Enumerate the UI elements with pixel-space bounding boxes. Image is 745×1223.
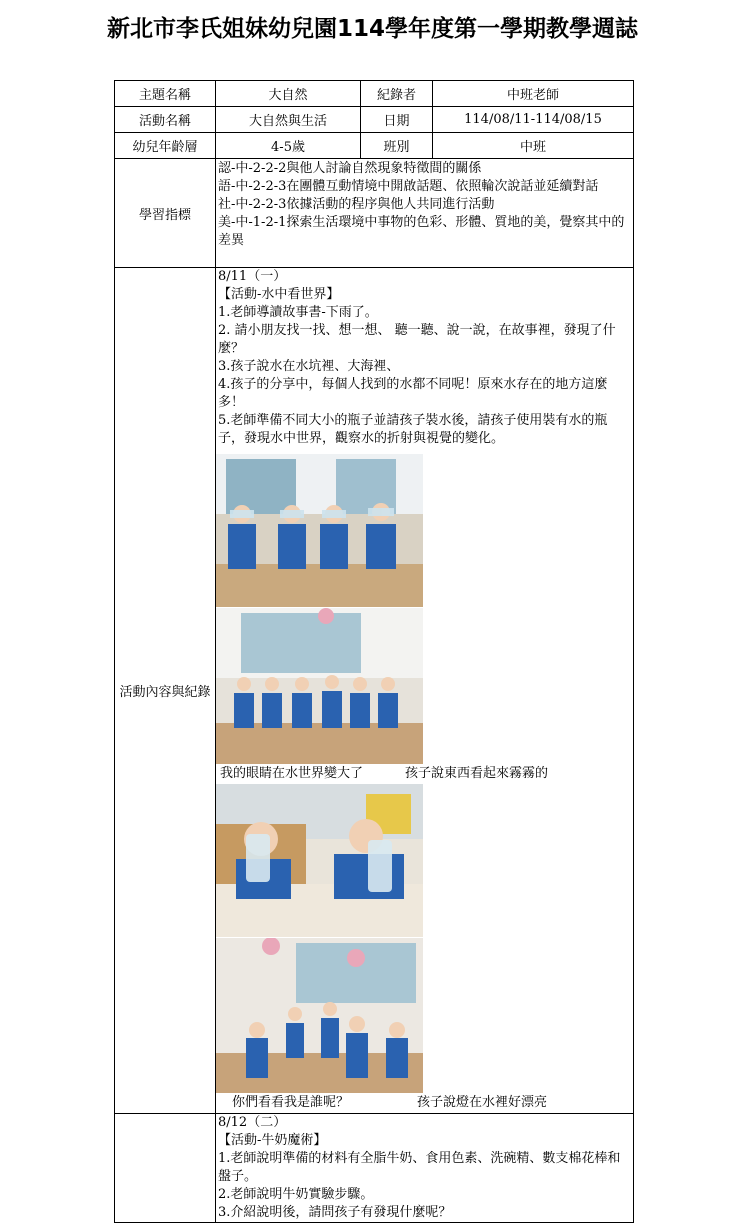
table-row xyxy=(115,107,634,133)
day2-cell xyxy=(216,1114,634,1223)
day1-date: 8/11（一） xyxy=(218,269,287,284)
classroom-photo xyxy=(216,784,423,937)
indicator-line: 認-中-2-2-2與他人討論自然現象特徵間的關係 xyxy=(218,161,482,176)
day1-activity-title: 【活動-水中看世界】 xyxy=(218,287,340,302)
theme-value: 大自然 xyxy=(216,81,361,107)
recorder-value: 中班老師 xyxy=(433,81,634,107)
age-value: 4-5歲 xyxy=(216,133,361,159)
indicator-line: 語-中-2-2-3在團體互動情境中開啟話題、依照輪次說話並延續對話 xyxy=(218,179,599,194)
classroom-photo xyxy=(216,454,423,607)
day1-line: 4.孩子的分享中，每個人找到的水都不同呢！原來水存在的地方這麼多！ xyxy=(218,377,608,410)
date-label: 日期 xyxy=(361,107,433,133)
day2-line: 3.介紹說明後，請問孩子有發現什麼呢？ xyxy=(218,1205,452,1220)
table-row xyxy=(115,81,634,107)
table-row xyxy=(115,159,634,268)
photo-caption-row xyxy=(216,764,633,784)
recorder-label: 紀錄者 xyxy=(361,81,433,107)
indicator-line: 社-中-2-2-3依據活動的程序與他人共同進行活動 xyxy=(218,197,495,212)
photo-caption-row xyxy=(216,1093,633,1113)
day2-line: 2.老師說明牛奶實驗步驟。 xyxy=(218,1187,374,1202)
classroom-photo xyxy=(216,608,423,764)
date-value: 114/08/11-114/08/15 xyxy=(433,107,634,133)
photo-caption: 孩子說燈在水裡好漂亮 xyxy=(417,1095,548,1110)
day1-line: 3.孩子說水在水坑裡、大海裡、 xyxy=(218,359,400,374)
records-label: 活動內容與紀錄 xyxy=(115,268,216,1114)
table-row xyxy=(115,1114,634,1223)
table-row xyxy=(115,268,634,1114)
classroom-photo xyxy=(216,938,423,1093)
class-value: 中班 xyxy=(433,133,634,159)
day1-cell xyxy=(216,268,634,1114)
activity-value: 大自然與生活 xyxy=(216,107,361,133)
class-label: 班別 xyxy=(361,133,433,159)
table-row xyxy=(115,133,634,159)
day2-activity-title: 【活動-牛奶魔術】 xyxy=(218,1133,327,1148)
photo-caption: 你們看看我是誰呢？ xyxy=(232,1095,350,1110)
indicators-cell xyxy=(216,159,634,268)
day1-line: 5.老師準備不同大小的瓶子並請孩子裝水後，請孩子使用裝有水的瓶子，發現水中世界，觀察水的折射與視覺的變化。 xyxy=(218,413,608,446)
day1-line: 2. 請小朋友找一找、想一想、 聽一聽、說一說，在故事裡，發現了什麼？ xyxy=(218,323,616,356)
records-label-continued xyxy=(115,1114,216,1223)
day2-line: 1.老師說明準備的材料有全脂牛奶、食用色素、洗碗精、數支棉花棒和盤子。 xyxy=(218,1151,621,1184)
age-label: 幼兒年齡層 xyxy=(115,133,216,159)
page-title: 新北市李氏姐妹幼兒園114學年度第一學期教學週誌 xyxy=(106,16,638,42)
photo-caption: 我的眼睛在水世界變大了 xyxy=(220,766,364,781)
theme-label: 主題名稱 xyxy=(115,81,216,107)
day1-line: 1.老師導讀故事書-下雨了。 xyxy=(218,305,378,320)
indicator-line: 美-中-1-2-1探索生活環境中事物的色彩、形體、質地的美，覺察其中的差異 xyxy=(218,215,625,248)
day2-date: 8/12（二） xyxy=(218,1115,287,1130)
weekly-log-table xyxy=(114,80,633,1219)
photo-caption: 孩子說東西看起來霧霧的 xyxy=(405,766,549,781)
indicators-label: 學習指標 xyxy=(115,159,216,268)
activity-label: 活動名稱 xyxy=(115,107,216,133)
